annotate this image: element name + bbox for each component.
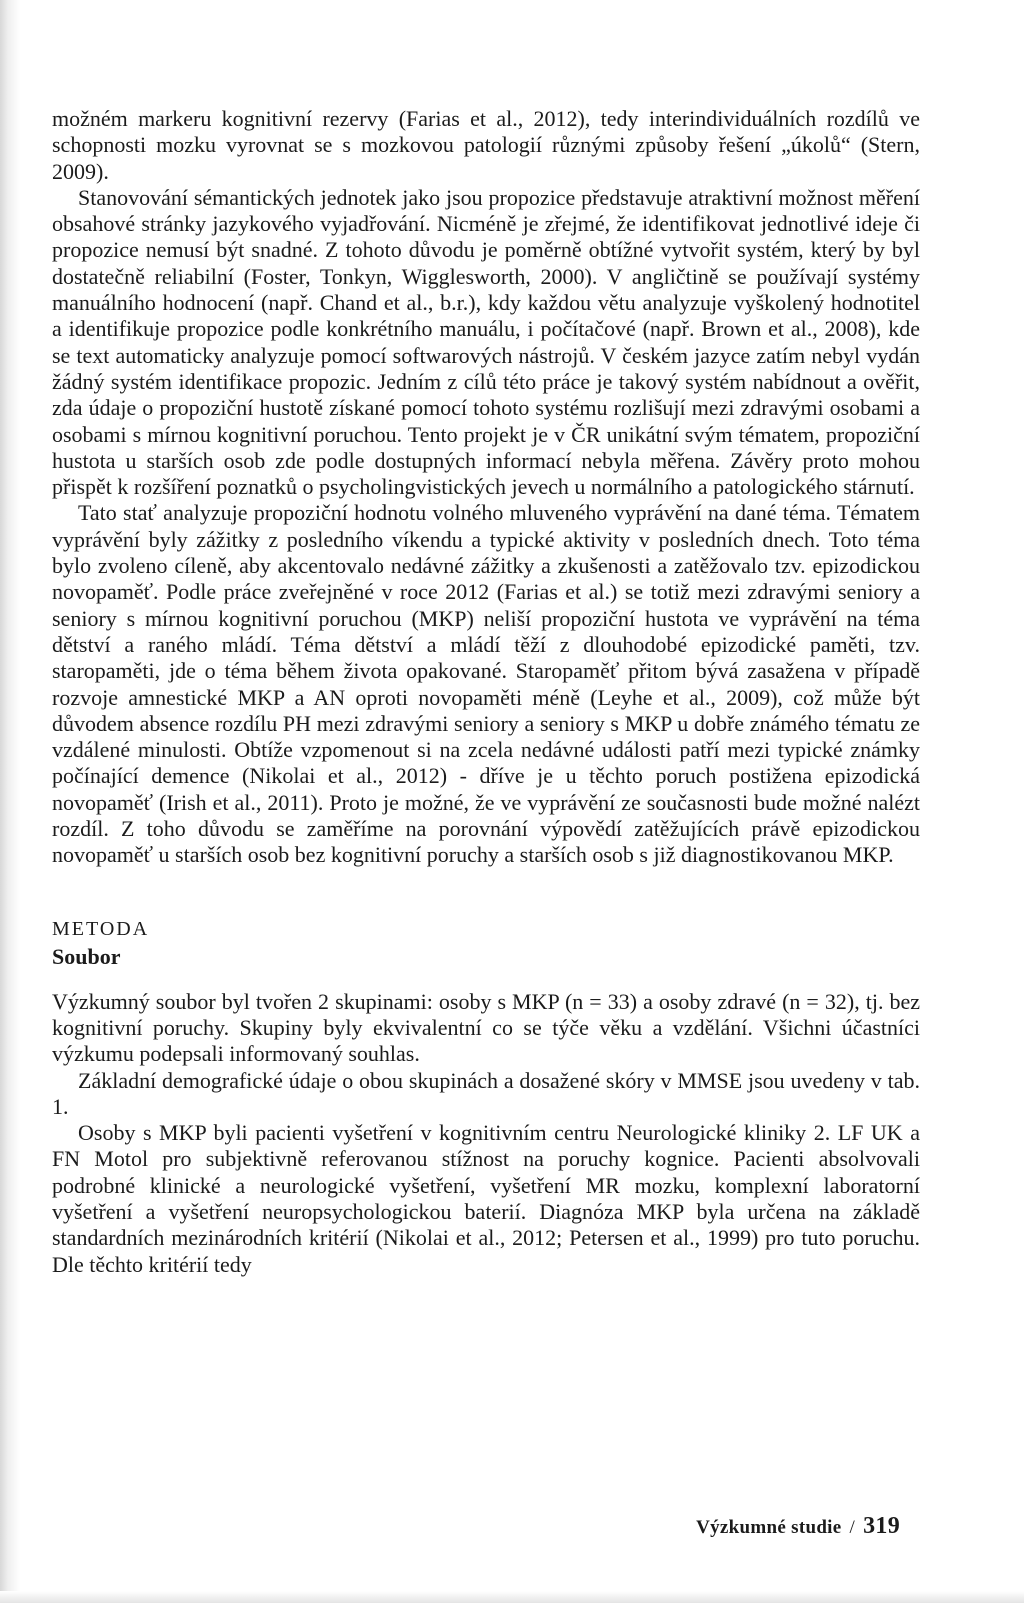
body-paragraph: Osoby s MKP byli pacienti vyšetření v kognitivním centru Neurologické kliniky 2. LF UK a FN Motol pro subjektivně referovanou stížnost na poruchy kognice. Pacienti absolvovali podrobné klinické a neurologické vyšetření, vyšetření MR mozku, komplexní laboratorní vyšetření a vyšetření neuropsychologickou baterií. Diagnóza MKP byla určena na základě standardních mezinárodních kritérií (Nikolai et al., 2012; Petersen et al., 1999) pro tuto poruchu. Dle těchto kritérií tedy <box>52 1120 920 1277</box>
body-paragraph: možném markeru kognitivní rezervy (Farias et al., 2012), tedy interindividuálních rozdílů ve schopnosti mozku vyrovnat se s mozkovou patologií různými způsoby řešení „úkolů“ (Stern, 2009). <box>52 106 920 184</box>
body-paragraph: Stanovování sémantických jednotek jako jsou propozice představuje atraktivní možnost měření obsahové stránky jazykového vyjadřování. Nicméně je zřejmé, že identifikovat jednotlivé ideje či propozice nemusí být snadné. Z tohoto důvodu je poměrně obtížné vytvořit systém, který by byl dostatečně reliabilní (Foster, Tonkyn, Wigglesworth, 2000). V angličtině se používají systémy manuálního hodnocení (např. Chand et al., b.r.), kdy každou větu analyzuje vyškolený hodnotitel a identifikuje propozice podle konkrétního manuálu, i počítačové (např. Brown et al., 2008), kde se text automaticky analyzuje pomocí softwarových nástrojů. V českém jazyce zatím nebyl vydán žádný systém identifikace propozic. Jedním z cílů této práce je takový systém nabídnout a ověřit, zda údaje o propoziční hustotě získané pomocí tohoto systému rozlišují mezi zdravými osobami a osobami s mírnou kognitivní poruchou. Tento projekt je v ČR unikátní svým tématem, propoziční hustota u starších osob zde podle dostupných informací nebyla měřena. Závěry proto mohou přispět k rozšíření poznatků o psycholingvistických jevech u normálního a patologického stárnutí. <box>52 184 920 500</box>
page-binding-shadow <box>0 0 20 1603</box>
footer-section-title: Výzkumné studie <box>696 1517 842 1538</box>
footer-separator: / <box>849 1517 856 1538</box>
body-paragraph: Tato stať analyzuje propoziční hodnotu volného mluveného vyprávění na dané téma. Tématem vyprávění byly zážitky z posledního víkendu a typické aktivity v posledních dnech. Toto téma bylo zvoleno cíleně, aby akcentovalo nedávné zážitky a zkušenosti a zatěžovalo tzv. epizodickou novopaměť. Podle práce zveřejněné v roce 2012 (Farias et al.) se totiž mezi zdravými seniory a seniory s mírnou kognitivní poruchou (MKP) neliší propoziční hustota ve vyprávění na téma dětství a raného mládí. Téma dětství a mládí těží z dlouhodobé epizodické paměti, tzv. staropaměti, jde o téma během života opakované. Staropaměť přitom bývá zasažena v případě rozvoje amnestické MKP a AN oproti novopaměti méně (Leyhe et al., 2009), což může být důvodem absence rozdílu PH mezi zdravými seniory a seniory s MKP u dobře známého tématu ze vzdálené minulosti. Obtíže vzpomenout si na zcela nedávné události patří mezi typické známky počínající demence (Nikolai et al., 2012) - dříve je u těchto poruch postižena epizodická novopaměť (Irish et al., 2011). Proto je možné, že ve vyprávění ze současnosti bude možné nalézt rozdíl. Z toho důvodu se zaměříme na porovnání výpovědí zatěžujících právě epizodickou novopaměť u starších osob bez kognitivní poruchy a starších osob s již diagnostikovanou MKP. <box>52 500 920 868</box>
section-heading: METODA <box>52 917 150 940</box>
running-footer <box>696 1513 900 1540</box>
body-paragraph: Výzkumný soubor byl tvořen 2 skupinami: osoby s MKP (n = 33) a osoby zdravé (n = 32), tj. bez kognitivní poruchy. Skupiny byly ekvivalentní co se týče věku a vzdělání. Všichni účastníci výzkumu podepsali informovaný souhlas. <box>52 988 920 1067</box>
page-body <box>52 106 920 1278</box>
page-number: 319 <box>863 1513 900 1539</box>
subsection-heading: Soubor <box>52 943 121 969</box>
body-paragraph: Základní demografické údaje o obou skupinách a dosažené skóry v MMSE jsou uvedeny v tab. 1. <box>52 1067 920 1119</box>
page-bottom-shadow <box>0 1591 1024 1603</box>
